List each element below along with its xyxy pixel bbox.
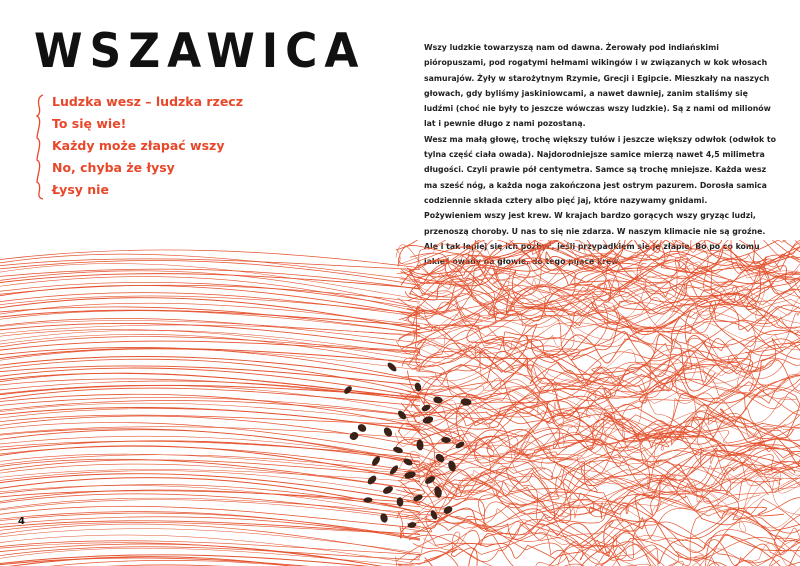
rhyme-line: No, chyba że łysy	[52, 160, 175, 175]
hair-strand	[420, 444, 800, 496]
louse-icon	[422, 415, 434, 425]
tangled-hair-strands	[395, 240, 800, 566]
hair-strand	[0, 494, 420, 519]
hair-strand	[0, 478, 420, 513]
hair-strand	[0, 415, 420, 424]
hair-strand	[0, 347, 420, 380]
louse-icon	[441, 437, 451, 444]
louse-icon	[366, 474, 378, 486]
straight-hair-strands	[0, 250, 420, 566]
hair-strand	[419, 378, 800, 440]
hair-strand	[399, 266, 796, 363]
article-body	[424, 40, 776, 269]
rhyme-line: Każdy może złapać wszy	[52, 138, 225, 153]
hair-strand	[0, 403, 420, 422]
hair-strand	[0, 517, 420, 540]
hair-strand	[398, 360, 779, 422]
louse-icon	[356, 423, 367, 434]
hair-strand	[0, 541, 420, 555]
paragraph: Wesz ma małą głowę, trochę większy tułów i jeszcze większy odwłok (odwłok to tylna część ciała owada). Najdorodniejsze samice mierzą nawet 4,5 milimetra długości. Czyli prawie pół centymetra. Samce są trochę mniejsze. Każda wesz ma sześć nóg, a każda noga zakończona jest ostrym pazurem. Dorosła samica codziennie składa cztery albo pięć jaj, które nazywamy gnidami.	[424, 134, 776, 205]
hair-illustration	[0, 240, 800, 566]
louse-icon	[460, 398, 471, 406]
hair-strand	[0, 356, 420, 381]
rhyme-line: To się wie!	[52, 116, 127, 131]
page-title: WSZAWICA	[34, 23, 366, 80]
page-number: 4	[18, 516, 25, 527]
hair-strand	[0, 471, 420, 499]
rhyme-list	[36, 91, 243, 201]
rhyme-line: Łysy nie	[52, 182, 109, 197]
hair-strand	[0, 329, 420, 360]
hair-strand	[0, 366, 420, 386]
hair-strand	[420, 465, 800, 514]
hair-strand	[0, 521, 420, 535]
paragraph: Pożywieniem wszy jest krew. W krajach bardzo gorących wszy gryząc ludzi, przenoszą choroby. U nas to się nie zdarza. W naszym klimacie nie są groźne. Ale i tak lepiej się ich pozbyć, jeśli przypadkiem się je złapie. Bo po co komu jakieś owady na głowie, do tego pijące krew.	[424, 211, 766, 267]
hair-strand	[0, 513, 420, 539]
hair-strand	[0, 323, 420, 349]
hair-strand	[0, 441, 420, 458]
paragraph: Wszy ludzkie towarzyszą nam od dawna. Żerowały pod indiańskimi pióropuszami, pod rogatymi hełmami wikingów i w związanych w kok włosach samurajów. Żyły w starożytnym Rzymie, Grecji i Egipcie. Mieszkały na naszych głowach, gdy byliśmy jaskiniowcami, a nawet dawniej, zanim staliśmy się ludźmi (choć nie były to jeszcze wówczas wszy ludzkie). Są z nami od milionów lat i pewnie długo z nami pozostaną.	[424, 43, 771, 129]
hair-strand	[0, 269, 420, 289]
louse-icon	[348, 430, 360, 441]
lice-cluster	[343, 361, 472, 528]
rhyme-line: Ludzka wesz – ludzka rzecz	[52, 94, 243, 109]
